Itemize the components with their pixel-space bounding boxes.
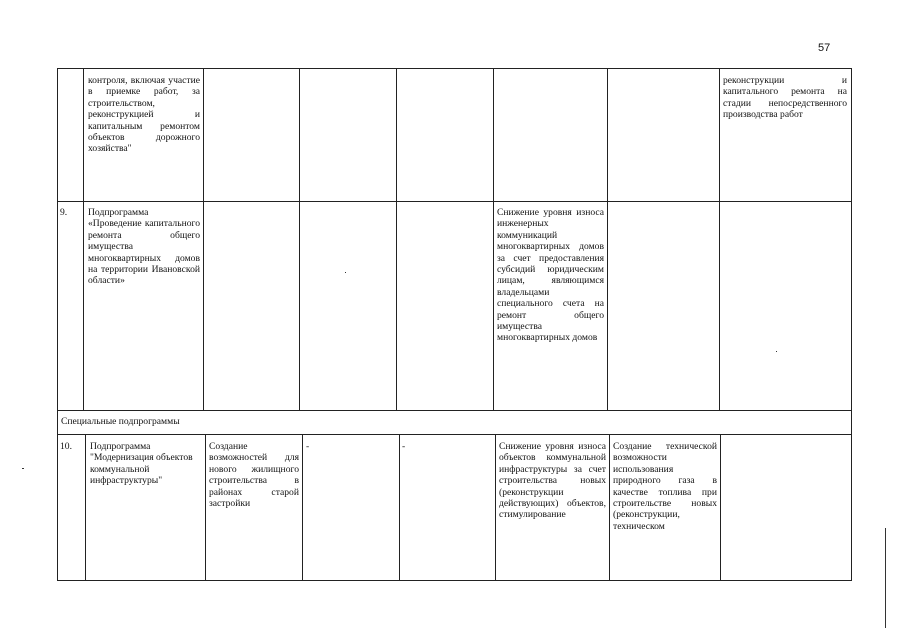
column-divider: [851, 68, 852, 581]
column-divider: [299, 68, 300, 410]
column-divider: [399, 434, 400, 580]
row-divider: [57, 434, 851, 435]
column-divider: [609, 434, 610, 580]
cell-dash: -: [402, 441, 406, 452]
table-top-border: [57, 68, 851, 69]
cell-expected-result: Снижение уровня износа инженерных коммуникаций многоквартирных домов за счет предоставления субсидий юридическим лицам, являющимся владельцами специального счета на ремонт общего имущества многоквартирных домов: [497, 207, 604, 344]
scan-speck: [345, 272, 346, 273]
column-divider: [495, 434, 496, 580]
cell-result-continued: реконструкции и капитального ремонта на стадии непосредственного производства работ: [723, 75, 847, 121]
column-divider: [396, 68, 397, 410]
column-divider: [205, 434, 206, 580]
row-divider: [57, 201, 851, 202]
cell-goal: Создание возможностей для нового жилищного строительства в районах старой застройки: [209, 441, 299, 510]
row-number: 10.: [60, 441, 72, 452]
cell-technical-result: Создание технической возможности использования природного газа в качестве топлива при строительстве новых (реконструкции, техническом: [613, 441, 717, 532]
column-divider: [720, 434, 721, 580]
column-divider: [607, 68, 608, 410]
row-divider: [57, 410, 851, 411]
column-divider: [719, 68, 720, 410]
cell-measure-continued: контроля, включая участие в приемке работ, за строительством, реконструкцией и капитальным ремонтом объектов дорожного хозяйства": [88, 75, 200, 155]
column-divider: [203, 68, 204, 410]
scan-speck: [22, 468, 24, 469]
table-bottom-border: [57, 580, 851, 581]
scan-edge-line: [885, 528, 886, 628]
cell-subprogram-name: Подпрограмма "Модернизация объектов коммунальной инфраструктуры": [90, 441, 193, 487]
column-divider: [302, 434, 303, 580]
page-number: 57: [818, 42, 831, 54]
row-number: 9.: [60, 207, 68, 218]
column-divider: [83, 68, 84, 410]
column-divider: [493, 68, 494, 410]
cell-subprogram-name: Подпрограмма «Проведение капитального ремонта общего имущества многоквартирных домов на территории Ивановской области»: [88, 207, 200, 287]
cell-expected-result: Снижение уровня износа объектов коммунальной инфраструктуры за счет строительства новых (реконструкции действующих) объектов, стимулирование: [499, 441, 606, 521]
column-divider: [85, 434, 86, 580]
cell-dash: -: [306, 441, 310, 452]
section-header: Специальные подпрограммы: [61, 416, 180, 427]
column-divider: [57, 68, 58, 580]
scan-speck: [776, 351, 777, 352]
